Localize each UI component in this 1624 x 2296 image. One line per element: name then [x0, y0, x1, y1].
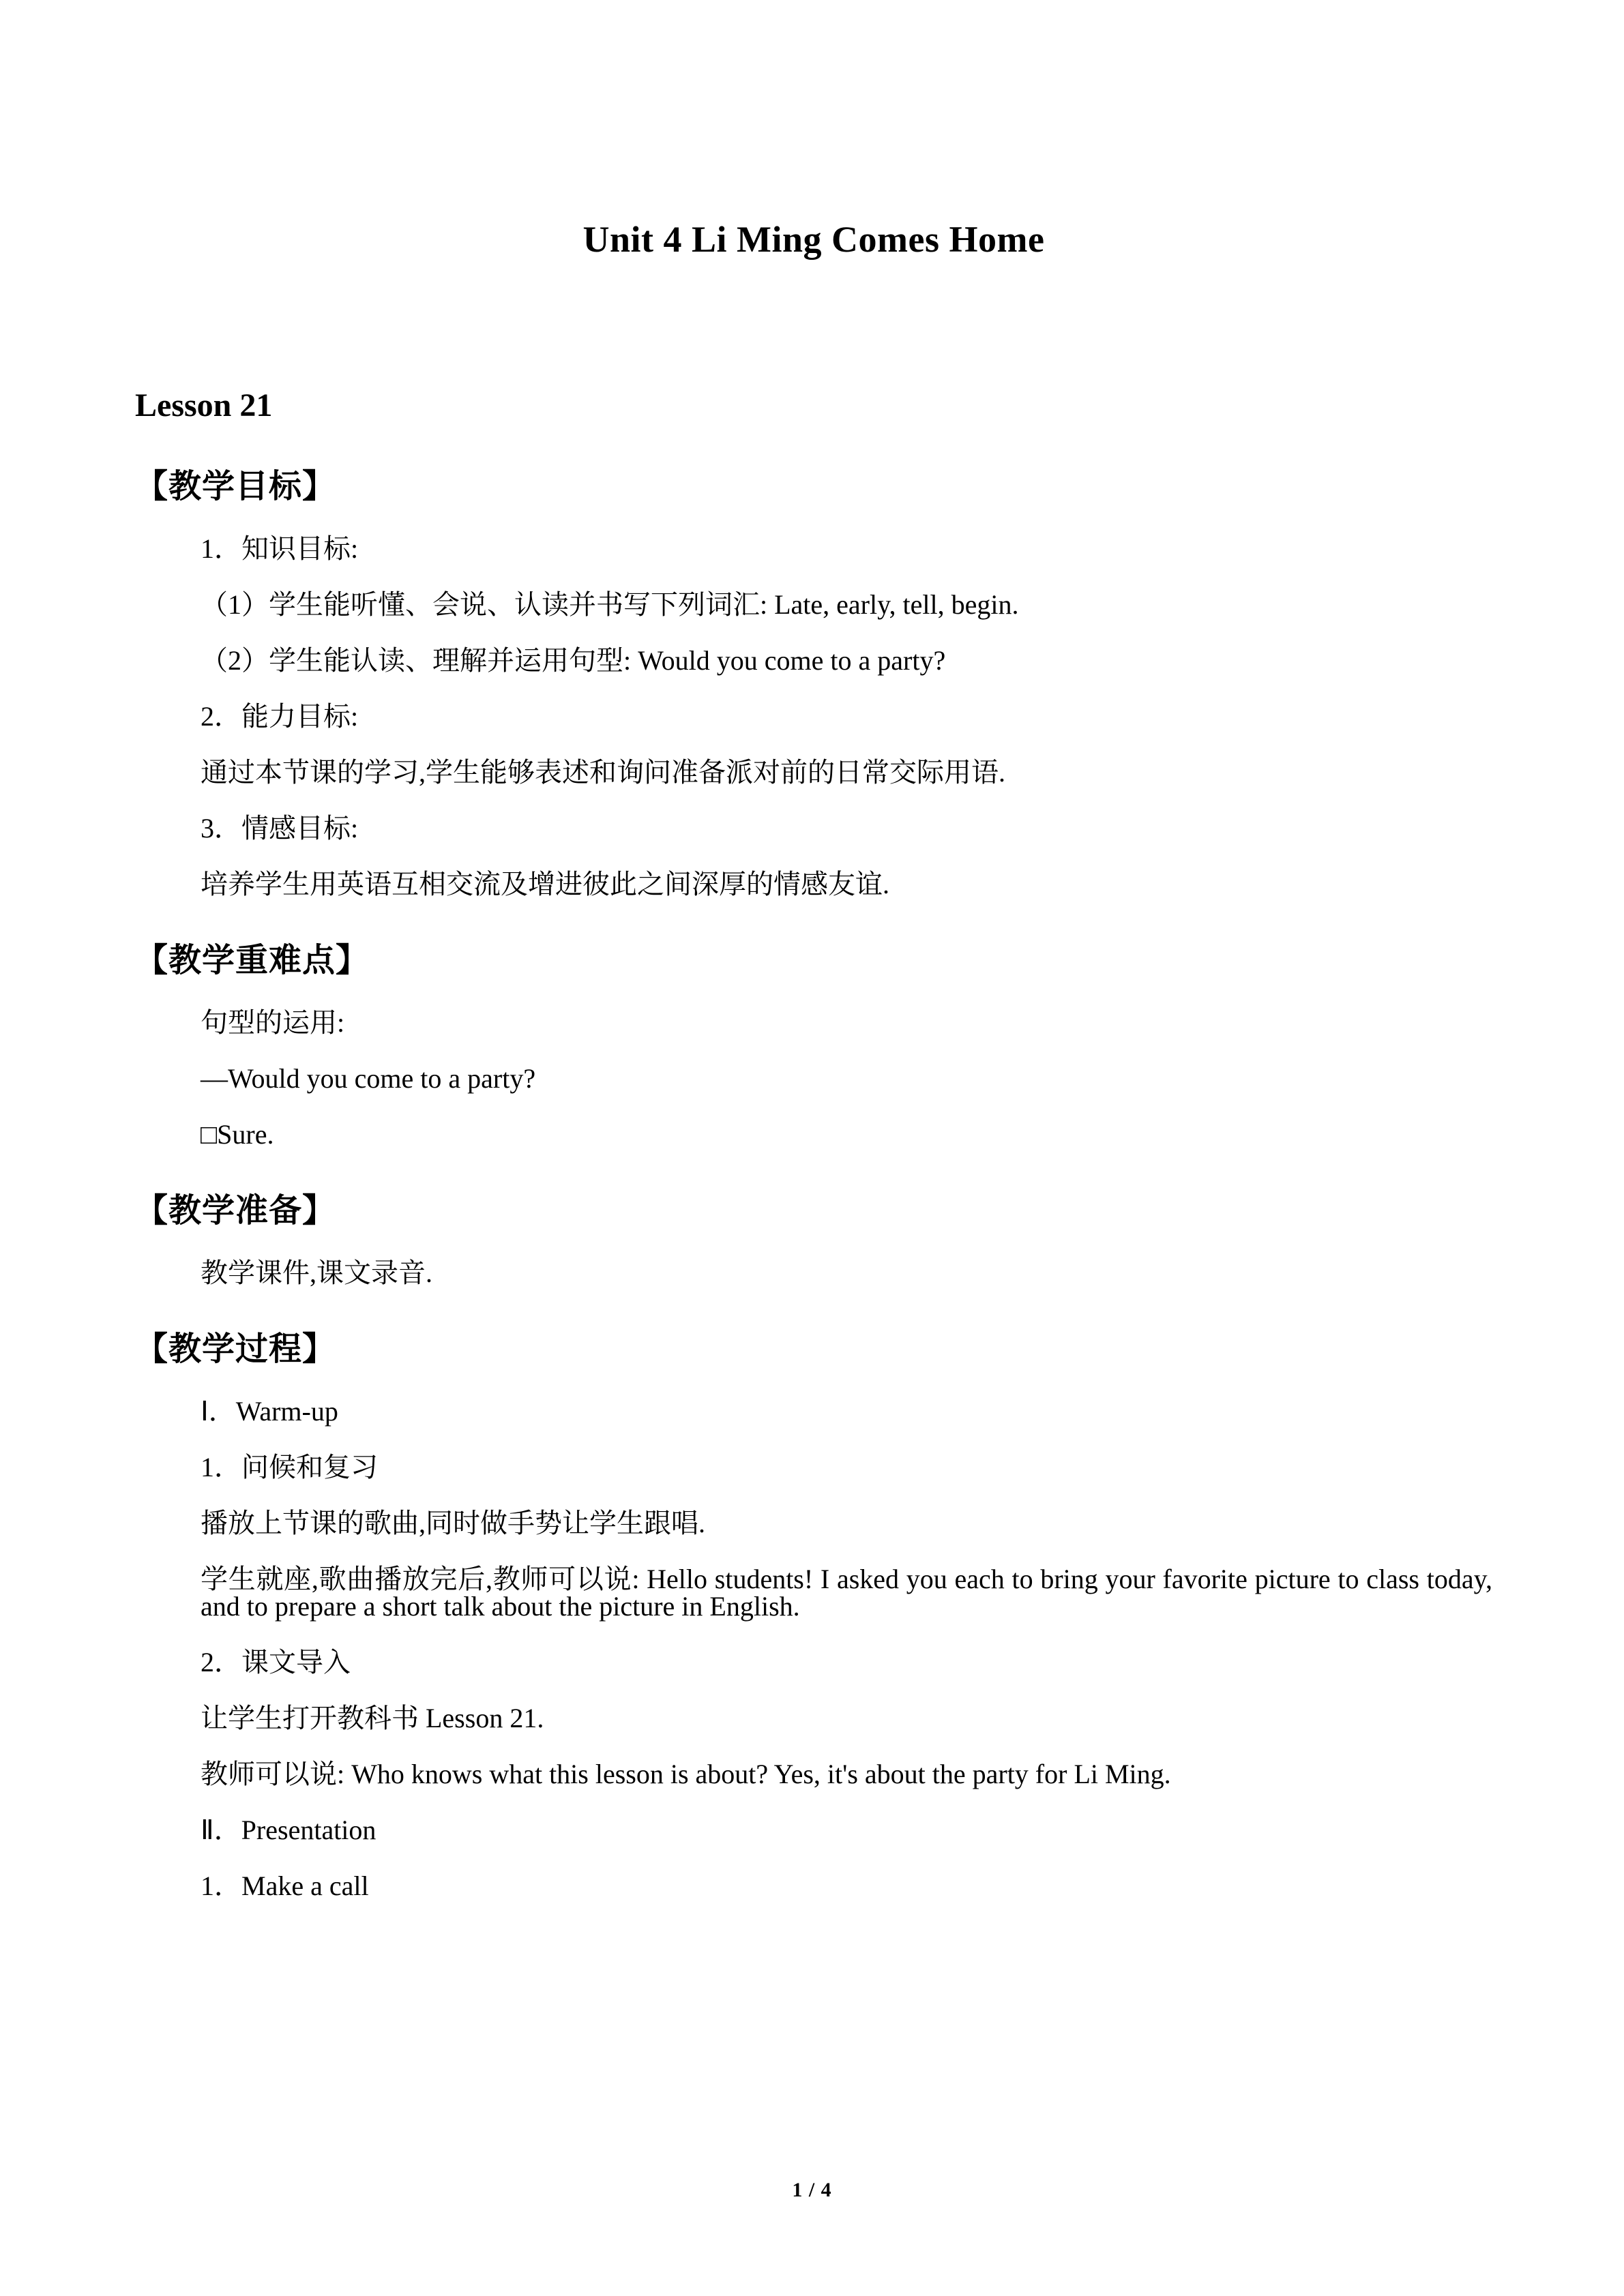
objective-item: 1．知识目标:	[201, 533, 359, 564]
objective-item: （2）学生能认读、理解并运用句型: Would you come to a party?	[201, 645, 946, 676]
key-point-item: □Sure.	[201, 1119, 274, 1150]
objective-item: 2．能力目标:	[201, 701, 359, 732]
key-point-item: —Would you come to a party?	[201, 1063, 536, 1094]
process-item: Ⅰ．Warm-up	[201, 1396, 338, 1427]
lesson-heading: Lesson 21	[135, 387, 273, 423]
objective-item: 培养学生用英语互相交流及增进彼此之间深厚的情感友谊.	[201, 869, 889, 899]
page-title: Unit 4 Li Ming Comes Home	[582, 219, 1045, 260]
process-item: 1．问候和复习	[201, 1452, 378, 1482]
section-heading-key-points: 【教学重难点】	[135, 941, 370, 979]
process-item: 让学生打开教科书 Lesson 21.	[201, 1703, 544, 1733]
process-item: 1．Make a call	[201, 1870, 369, 1901]
section-heading-preparation: 【教学准备】	[135, 1191, 336, 1229]
process-item	[135, 1566, 1492, 1620]
section-heading-objectives: 【教学目标】	[135, 467, 336, 505]
document-body	[135, 0, 1492, 1900]
objective-item: 3．情感目标:	[201, 813, 359, 844]
preparation-item: 教学课件,课文录音.	[201, 1257, 432, 1288]
process-item: 播放上节课的歌曲,同时做手势让学生跟唱.	[201, 1508, 705, 1538]
section-heading-process: 【教学过程】	[135, 1330, 336, 1368]
process-item: Ⅱ．Presentation	[201, 1815, 377, 1845]
page-number: 1 / 4	[792, 2179, 832, 2201]
process-item: 2．课文导入	[201, 1647, 351, 1678]
objective-item: （1）学生能听懂、会说、认读并书写下列词汇: Late, early, tell, begin.	[201, 589, 1019, 620]
process-item-text: 学生就座,歌曲播放完后,教师可以说: Hello students! I asked you each to bring your favorite picture to class today, and to prepare a short talk about the picture in English.	[201, 1564, 1492, 1622]
process-item: 教师可以说: Who knows what this lesson is about? Yes, it's about the party for Li Ming.	[201, 1759, 1171, 1789]
objective-item: 通过本节课的学习,学生能够表述和询问准备派对前的日常交际用语.	[201, 757, 1005, 788]
key-point-item: 句型的运用:	[201, 1007, 345, 1038]
